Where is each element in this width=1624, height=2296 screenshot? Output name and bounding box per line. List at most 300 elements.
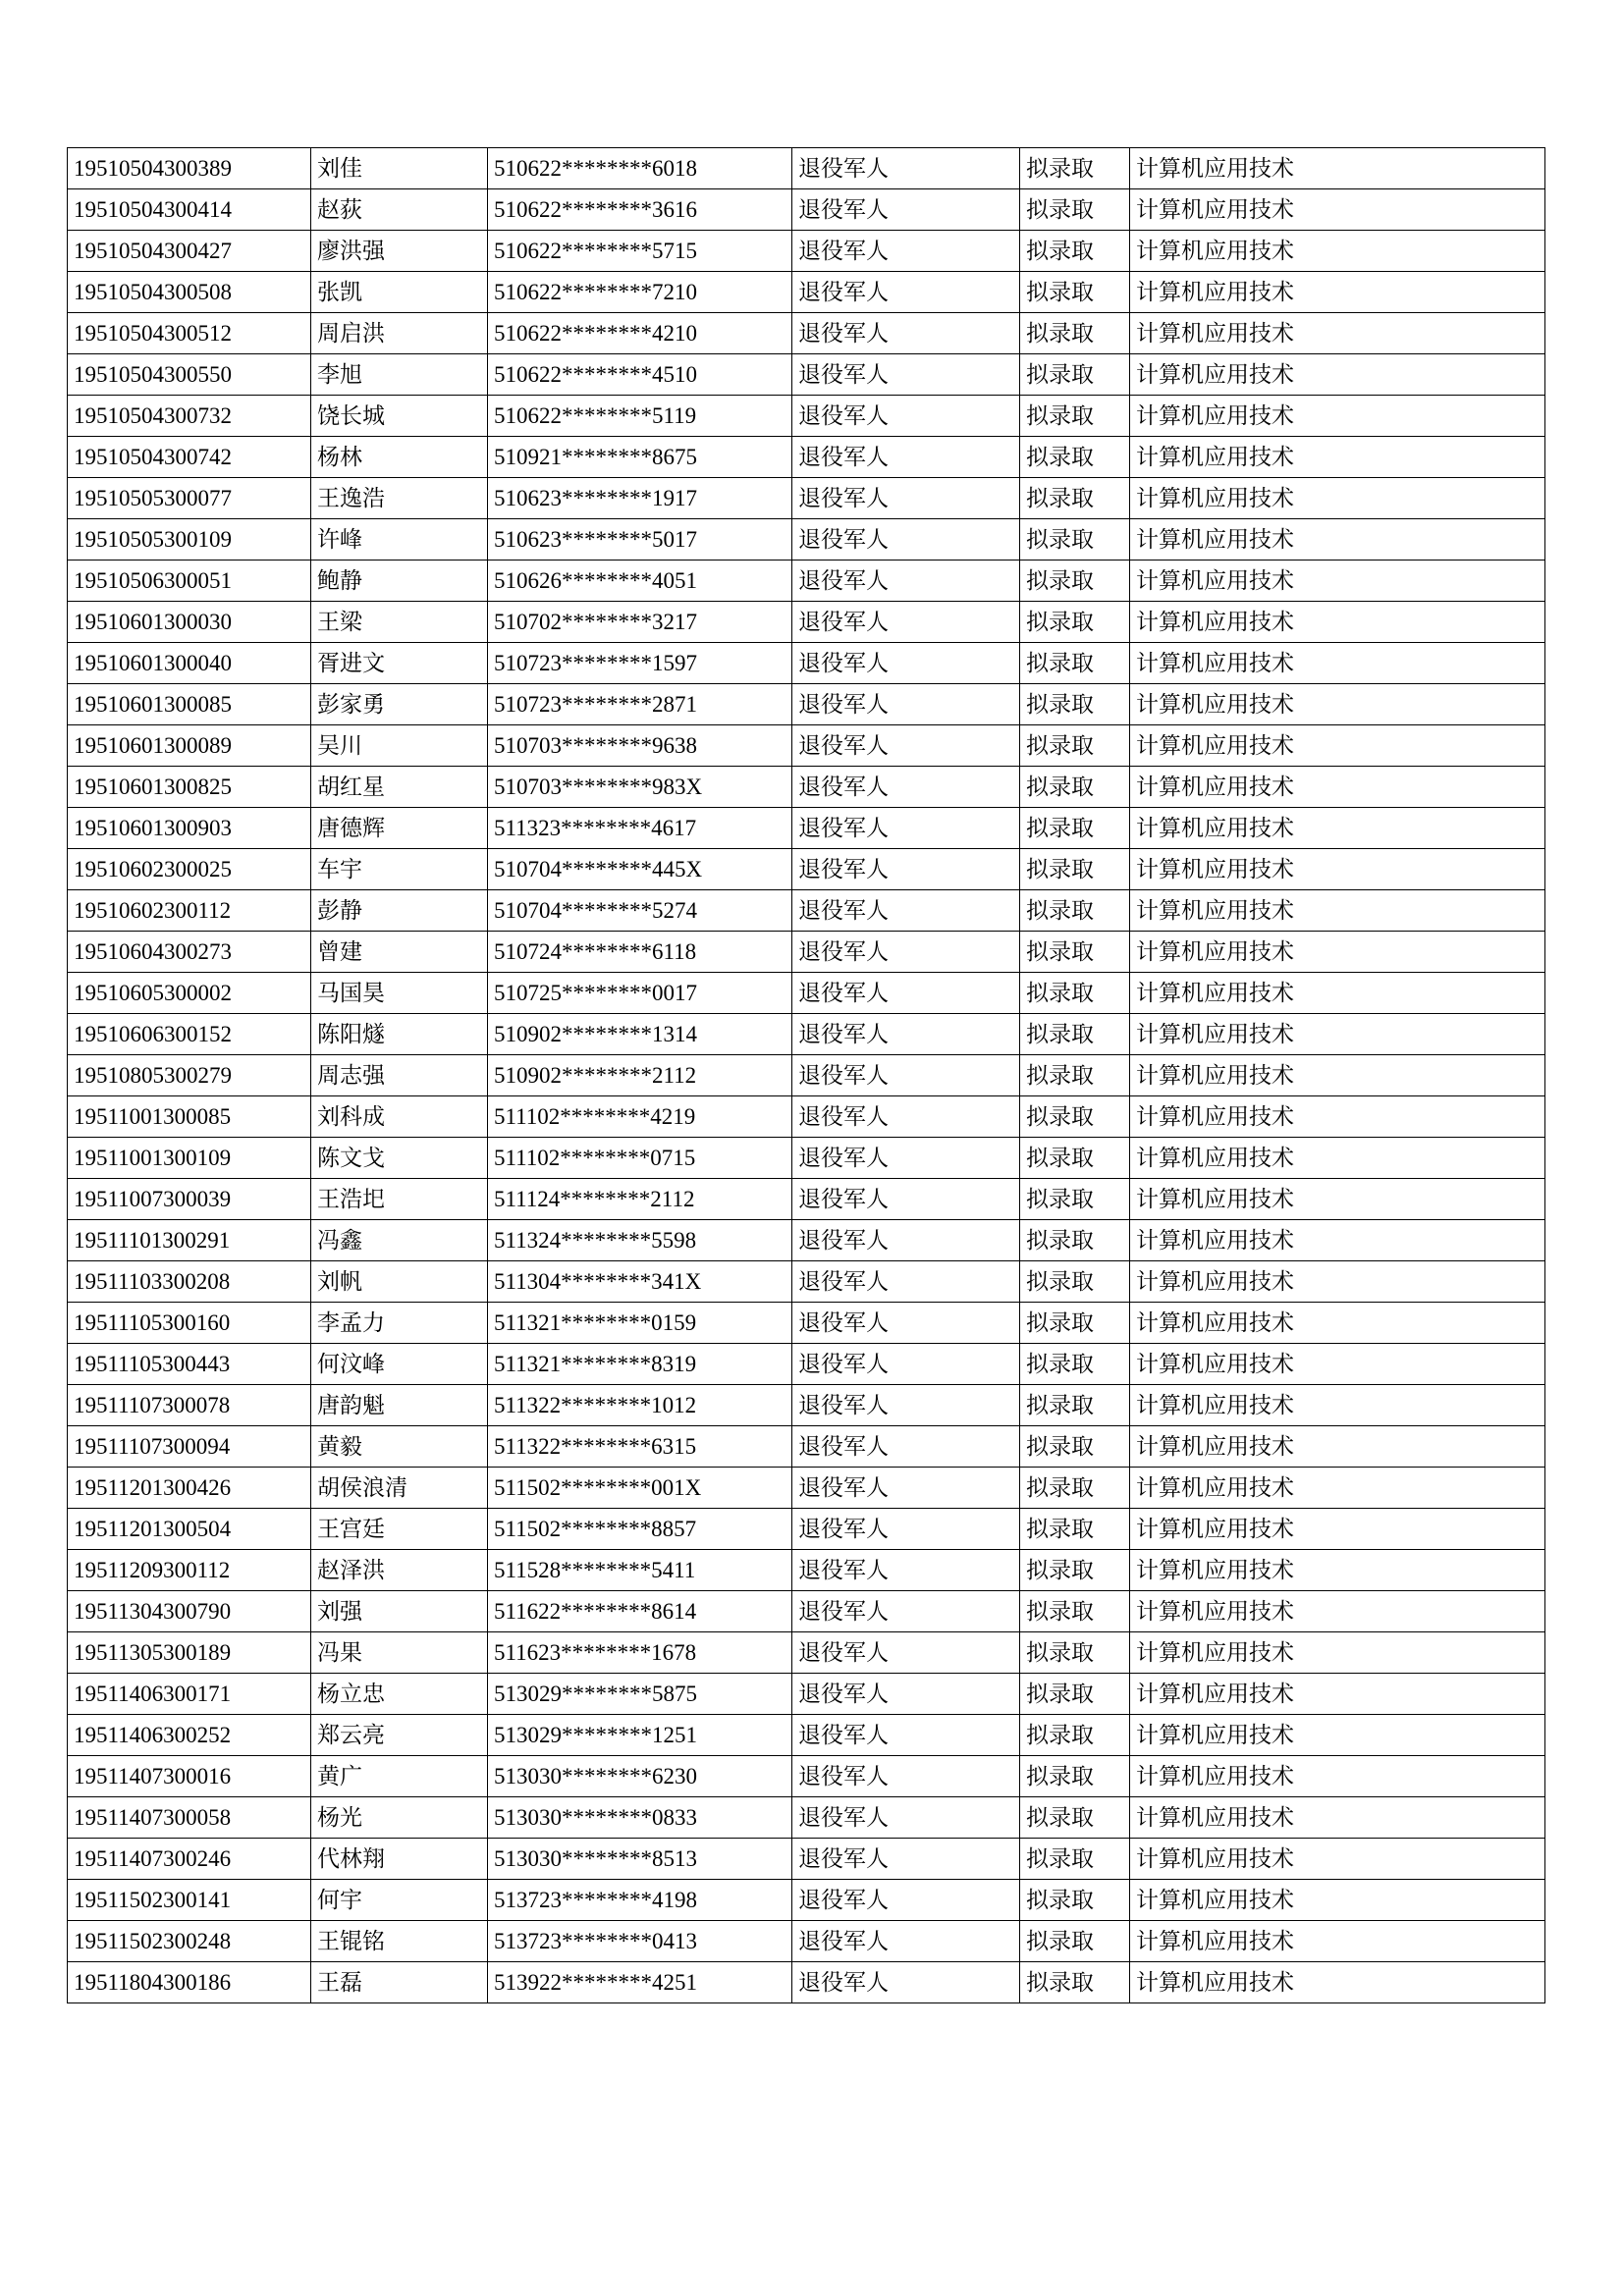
cell-name: 郑云亮	[311, 1715, 488, 1756]
table-row	[68, 1674, 1545, 1715]
cell-status: 拟录取	[1020, 1632, 1130, 1674]
cell-major: 计算机应用技术	[1130, 1880, 1545, 1921]
cell-status: 拟录取	[1020, 231, 1130, 272]
cell-id-number: 511321********8319	[488, 1344, 792, 1385]
cell-name: 刘强	[311, 1591, 488, 1632]
cell-id-number: 511322********1012	[488, 1385, 792, 1426]
cell-name: 鲍静	[311, 561, 488, 602]
table-row	[68, 849, 1545, 890]
cell-major: 计算机应用技术	[1130, 148, 1545, 189]
cell-id-number: 513030********8513	[488, 1839, 792, 1880]
cell-major: 计算机应用技术	[1130, 684, 1545, 725]
table-row	[68, 1921, 1545, 1962]
cell-id-number: 511124********2112	[488, 1179, 792, 1220]
cell-exam-id: 19510601300903	[68, 808, 311, 849]
cell-id-number: 511502********001X	[488, 1468, 792, 1509]
cell-exam-id: 19510601300030	[68, 602, 311, 643]
cell-major: 计算机应用技术	[1130, 1921, 1545, 1962]
cell-id-number: 513030********0833	[488, 1797, 792, 1839]
cell-exam-id: 19511105300160	[68, 1303, 311, 1344]
cell-exam-id: 19511407300058	[68, 1797, 311, 1839]
cell-exam-id: 19511107300078	[68, 1385, 311, 1426]
cell-id-number: 511502********8857	[488, 1509, 792, 1550]
table-row	[68, 148, 1545, 189]
cell-id-number: 510704********5274	[488, 890, 792, 932]
table-row	[68, 1344, 1545, 1385]
cell-status: 拟录取	[1020, 1138, 1130, 1179]
cell-exam-id: 19510602300112	[68, 890, 311, 932]
cell-category: 退役军人	[792, 148, 1020, 189]
cell-exam-id: 19511105300443	[68, 1344, 311, 1385]
cell-major: 计算机应用技术	[1130, 1509, 1545, 1550]
cell-exam-id: 19510605300002	[68, 973, 311, 1014]
cell-id-number: 510702********3217	[488, 602, 792, 643]
cell-category: 退役军人	[792, 1426, 1020, 1468]
cell-status: 拟录取	[1020, 1591, 1130, 1632]
cell-category: 退役军人	[792, 973, 1020, 1014]
cell-status: 拟录取	[1020, 1344, 1130, 1385]
cell-category: 退役军人	[792, 313, 1020, 354]
cell-exam-id: 19510504300550	[68, 354, 311, 396]
cell-name: 马国昊	[311, 973, 488, 1014]
cell-status: 拟录取	[1020, 1921, 1130, 1962]
table-row	[68, 1715, 1545, 1756]
cell-status: 拟录取	[1020, 478, 1130, 519]
cell-name: 胡侯浪清	[311, 1468, 488, 1509]
cell-major: 计算机应用技术	[1130, 890, 1545, 932]
cell-category: 退役军人	[792, 354, 1020, 396]
cell-major: 计算机应用技术	[1130, 1426, 1545, 1468]
cell-major: 计算机应用技术	[1130, 189, 1545, 231]
cell-status: 拟录取	[1020, 1797, 1130, 1839]
cell-major: 计算机应用技术	[1130, 1055, 1545, 1096]
cell-major: 计算机应用技术	[1130, 1468, 1545, 1509]
cell-major: 计算机应用技术	[1130, 354, 1545, 396]
cell-id-number: 511102********0715	[488, 1138, 792, 1179]
cell-exam-id: 19510601300085	[68, 684, 311, 725]
cell-major: 计算机应用技术	[1130, 1179, 1545, 1220]
cell-category: 退役军人	[792, 1880, 1020, 1921]
cell-id-number: 513029********5875	[488, 1674, 792, 1715]
table-row	[68, 1220, 1545, 1261]
table-row	[68, 272, 1545, 313]
cell-id-number: 511324********5598	[488, 1220, 792, 1261]
table-row	[68, 231, 1545, 272]
cell-major: 计算机应用技术	[1130, 849, 1545, 890]
cell-id-number: 511304********341X	[488, 1261, 792, 1303]
cell-id-number: 510725********0017	[488, 973, 792, 1014]
cell-category: 退役军人	[792, 1468, 1020, 1509]
cell-category: 退役军人	[792, 1344, 1020, 1385]
cell-id-number: 510902********2112	[488, 1055, 792, 1096]
cell-major: 计算机应用技术	[1130, 519, 1545, 561]
cell-major: 计算机应用技术	[1130, 808, 1545, 849]
table-row	[68, 1509, 1545, 1550]
cell-major: 计算机应用技术	[1130, 1674, 1545, 1715]
table-row	[68, 1797, 1545, 1839]
cell-name: 车宇	[311, 849, 488, 890]
cell-category: 退役军人	[792, 1138, 1020, 1179]
cell-name: 刘帆	[311, 1261, 488, 1303]
cell-exam-id: 19511304300790	[68, 1591, 311, 1632]
cell-id-number: 511528********5411	[488, 1550, 792, 1591]
cell-category: 退役军人	[792, 1591, 1020, 1632]
cell-id-number: 510626********4051	[488, 561, 792, 602]
cell-status: 拟录取	[1020, 849, 1130, 890]
cell-status: 拟录取	[1020, 313, 1130, 354]
cell-category: 退役军人	[792, 519, 1020, 561]
cell-exam-id: 19510504300508	[68, 272, 311, 313]
cell-major: 计算机应用技术	[1130, 1014, 1545, 1055]
cell-exam-id: 19511305300189	[68, 1632, 311, 1674]
cell-id-number: 511322********6315	[488, 1426, 792, 1468]
admission-roster-table	[67, 147, 1545, 2003]
cell-status: 拟录取	[1020, 1509, 1130, 1550]
cell-status: 拟录取	[1020, 148, 1130, 189]
cell-category: 退役军人	[792, 1674, 1020, 1715]
cell-id-number: 511623********1678	[488, 1632, 792, 1674]
table-row	[68, 1426, 1545, 1468]
cell-exam-id: 19511007300039	[68, 1179, 311, 1220]
cell-status: 拟录取	[1020, 1014, 1130, 1055]
cell-name: 吴川	[311, 725, 488, 767]
cell-category: 退役军人	[792, 767, 1020, 808]
cell-name: 唐韵魁	[311, 1385, 488, 1426]
cell-name: 张凯	[311, 272, 488, 313]
cell-category: 退役军人	[792, 1055, 1020, 1096]
table-row	[68, 684, 1545, 725]
cell-category: 退役军人	[792, 643, 1020, 684]
table-row	[68, 1468, 1545, 1509]
cell-status: 拟录取	[1020, 1468, 1130, 1509]
cell-major: 计算机应用技术	[1130, 437, 1545, 478]
cell-name: 黄毅	[311, 1426, 488, 1468]
table-row	[68, 1014, 1545, 1055]
table-row	[68, 932, 1545, 973]
cell-major: 计算机应用技术	[1130, 1385, 1545, 1426]
table-row	[68, 1261, 1545, 1303]
cell-exam-id: 19510805300279	[68, 1055, 311, 1096]
table-row	[68, 767, 1545, 808]
cell-exam-id: 19511502300141	[68, 1880, 311, 1921]
cell-id-number: 513029********1251	[488, 1715, 792, 1756]
cell-exam-id: 19510601300089	[68, 725, 311, 767]
cell-exam-id: 19511209300112	[68, 1550, 311, 1591]
cell-status: 拟录取	[1020, 684, 1130, 725]
cell-name: 许峰	[311, 519, 488, 561]
cell-exam-id: 19510505300077	[68, 478, 311, 519]
table-row	[68, 1096, 1545, 1138]
cell-id-number: 510622********4210	[488, 313, 792, 354]
cell-id-number: 510724********6118	[488, 932, 792, 973]
cell-exam-id: 19510506300051	[68, 561, 311, 602]
cell-exam-id: 19510504300389	[68, 148, 311, 189]
table-row	[68, 1179, 1545, 1220]
cell-status: 拟录取	[1020, 1261, 1130, 1303]
cell-name: 何汶峰	[311, 1344, 488, 1385]
cell-exam-id: 19510504300427	[68, 231, 311, 272]
table-row	[68, 189, 1545, 231]
cell-id-number: 510622********5715	[488, 231, 792, 272]
cell-major: 计算机应用技术	[1130, 272, 1545, 313]
cell-id-number: 510623********5017	[488, 519, 792, 561]
cell-status: 拟录取	[1020, 932, 1130, 973]
cell-category: 退役军人	[792, 396, 1020, 437]
cell-category: 退役军人	[792, 684, 1020, 725]
table-row	[68, 437, 1545, 478]
cell-exam-id: 19511804300186	[68, 1962, 311, 2003]
cell-category: 退役军人	[792, 1962, 1020, 2003]
cell-status: 拟录取	[1020, 519, 1130, 561]
cell-exam-id: 19510604300273	[68, 932, 311, 973]
table-row	[68, 1550, 1545, 1591]
cell-major: 计算机应用技术	[1130, 1962, 1545, 2003]
cell-exam-id: 19511502300248	[68, 1921, 311, 1962]
cell-category: 退役军人	[792, 231, 1020, 272]
cell-exam-id: 19511101300291	[68, 1220, 311, 1261]
cell-major: 计算机应用技术	[1130, 973, 1545, 1014]
cell-category: 退役军人	[792, 1756, 1020, 1797]
cell-status: 拟录取	[1020, 272, 1130, 313]
cell-id-number: 510622********3616	[488, 189, 792, 231]
cell-category: 退役军人	[792, 189, 1020, 231]
cell-category: 退役军人	[792, 1385, 1020, 1426]
cell-id-number: 510704********445X	[488, 849, 792, 890]
cell-name: 周志强	[311, 1055, 488, 1096]
cell-category: 退役军人	[792, 1921, 1020, 1962]
cell-category: 退役军人	[792, 849, 1020, 890]
cell-name: 饶长城	[311, 396, 488, 437]
cell-category: 退役军人	[792, 478, 1020, 519]
cell-category: 退役军人	[792, 1096, 1020, 1138]
cell-major: 计算机应用技术	[1130, 1715, 1545, 1756]
cell-status: 拟录取	[1020, 1385, 1130, 1426]
cell-exam-id: 19510504300512	[68, 313, 311, 354]
cell-name: 王磊	[311, 1962, 488, 2003]
cell-category: 退役军人	[792, 808, 1020, 849]
cell-major: 计算机应用技术	[1130, 767, 1545, 808]
cell-exam-id: 19511407300016	[68, 1756, 311, 1797]
cell-exam-id: 19511406300171	[68, 1674, 311, 1715]
cell-exam-id: 19510504300732	[68, 396, 311, 437]
cell-name: 刘科成	[311, 1096, 488, 1138]
table-row	[68, 1591, 1545, 1632]
cell-id-number: 510723********1597	[488, 643, 792, 684]
cell-category: 退役军人	[792, 1550, 1020, 1591]
table-row	[68, 313, 1545, 354]
cell-status: 拟录取	[1020, 1880, 1130, 1921]
cell-category: 退役军人	[792, 1220, 1020, 1261]
table-row	[68, 1756, 1545, 1797]
cell-exam-id: 19511001300109	[68, 1138, 311, 1179]
cell-category: 退役军人	[792, 1839, 1020, 1880]
cell-name: 杨林	[311, 437, 488, 478]
cell-id-number: 510622********5119	[488, 396, 792, 437]
cell-id-number: 510921********8675	[488, 437, 792, 478]
cell-category: 退役军人	[792, 1303, 1020, 1344]
cell-major: 计算机应用技术	[1130, 1550, 1545, 1591]
cell-id-number: 513723********0413	[488, 1921, 792, 1962]
cell-exam-id: 19511201300426	[68, 1468, 311, 1509]
cell-exam-id: 19510504300742	[68, 437, 311, 478]
table-row	[68, 561, 1545, 602]
cell-id-number: 513922********4251	[488, 1962, 792, 2003]
table-row	[68, 1839, 1545, 1880]
cell-major: 计算机应用技术	[1130, 1632, 1545, 1674]
cell-id-number: 510703********983X	[488, 767, 792, 808]
cell-name: 赵荻	[311, 189, 488, 231]
cell-name: 王浩圯	[311, 1179, 488, 1220]
cell-category: 退役军人	[792, 1261, 1020, 1303]
cell-major: 计算机应用技术	[1130, 932, 1545, 973]
cell-status: 拟录取	[1020, 1426, 1130, 1468]
cell-status: 拟录取	[1020, 1303, 1130, 1344]
cell-major: 计算机应用技术	[1130, 725, 1545, 767]
cell-exam-id: 19511001300085	[68, 1096, 311, 1138]
cell-category: 退役军人	[792, 602, 1020, 643]
cell-category: 退役军人	[792, 1797, 1020, 1839]
cell-major: 计算机应用技术	[1130, 478, 1545, 519]
cell-status: 拟录取	[1020, 561, 1130, 602]
cell-status: 拟录取	[1020, 1179, 1130, 1220]
cell-major: 计算机应用技术	[1130, 1261, 1545, 1303]
cell-major: 计算机应用技术	[1130, 1797, 1545, 1839]
cell-major: 计算机应用技术	[1130, 1756, 1545, 1797]
cell-id-number: 510723********2871	[488, 684, 792, 725]
cell-status: 拟录取	[1020, 1756, 1130, 1797]
cell-category: 退役军人	[792, 1632, 1020, 1674]
table-row	[68, 725, 1545, 767]
cell-status: 拟录取	[1020, 1674, 1130, 1715]
cell-status: 拟录取	[1020, 1220, 1130, 1261]
cell-major: 计算机应用技术	[1130, 1591, 1545, 1632]
cell-name: 杨立忠	[311, 1674, 488, 1715]
table-row	[68, 354, 1545, 396]
cell-exam-id: 19511406300252	[68, 1715, 311, 1756]
cell-id-number: 511102********4219	[488, 1096, 792, 1138]
cell-major: 计算机应用技术	[1130, 643, 1545, 684]
table-row	[68, 643, 1545, 684]
cell-name: 冯果	[311, 1632, 488, 1674]
table-row	[68, 808, 1545, 849]
cell-category: 退役军人	[792, 932, 1020, 973]
cell-status: 拟录取	[1020, 973, 1130, 1014]
cell-name: 彭家勇	[311, 684, 488, 725]
cell-major: 计算机应用技术	[1130, 1096, 1545, 1138]
cell-name: 王锟铭	[311, 1921, 488, 1962]
cell-major: 计算机应用技术	[1130, 602, 1545, 643]
cell-status: 拟录取	[1020, 808, 1130, 849]
cell-major: 计算机应用技术	[1130, 1138, 1545, 1179]
cell-category: 退役军人	[792, 725, 1020, 767]
cell-exam-id: 19510602300025	[68, 849, 311, 890]
cell-name: 李旭	[311, 354, 488, 396]
cell-major: 计算机应用技术	[1130, 313, 1545, 354]
cell-name: 胥进文	[311, 643, 488, 684]
cell-name: 唐德辉	[311, 808, 488, 849]
table-row	[68, 602, 1545, 643]
table-row	[68, 1138, 1545, 1179]
cell-name: 胡红星	[311, 767, 488, 808]
cell-name: 李孟力	[311, 1303, 488, 1344]
cell-id-number: 511323********4617	[488, 808, 792, 849]
table-row	[68, 478, 1545, 519]
cell-exam-id: 19510606300152	[68, 1014, 311, 1055]
cell-major: 计算机应用技术	[1130, 1303, 1545, 1344]
cell-category: 退役军人	[792, 272, 1020, 313]
cell-name: 代林翔	[311, 1839, 488, 1880]
cell-exam-id: 19511201300504	[68, 1509, 311, 1550]
cell-exam-id: 19511103300208	[68, 1261, 311, 1303]
cell-status: 拟录取	[1020, 1839, 1130, 1880]
cell-id-number: 510623********1917	[488, 478, 792, 519]
cell-category: 退役军人	[792, 1014, 1020, 1055]
table-row	[68, 890, 1545, 932]
cell-status: 拟录取	[1020, 396, 1130, 437]
cell-status: 拟录取	[1020, 1550, 1130, 1591]
roster-body	[68, 148, 1545, 2003]
cell-exam-id: 19511407300246	[68, 1839, 311, 1880]
cell-status: 拟录取	[1020, 1055, 1130, 1096]
table-row	[68, 1055, 1545, 1096]
cell-name: 刘佳	[311, 148, 488, 189]
cell-status: 拟录取	[1020, 1715, 1130, 1756]
cell-major: 计算机应用技术	[1130, 561, 1545, 602]
cell-id-number: 511321********0159	[488, 1303, 792, 1344]
cell-id-number: 510622********4510	[488, 354, 792, 396]
cell-id-number: 510622********7210	[488, 272, 792, 313]
cell-category: 退役军人	[792, 561, 1020, 602]
cell-name: 曾建	[311, 932, 488, 973]
cell-id-number: 513030********6230	[488, 1756, 792, 1797]
cell-name: 廖洪强	[311, 231, 488, 272]
table-row	[68, 396, 1545, 437]
cell-exam-id: 19510601300825	[68, 767, 311, 808]
table-row	[68, 1880, 1545, 1921]
table-row	[68, 1962, 1545, 2003]
cell-id-number: 510622********6018	[488, 148, 792, 189]
cell-name: 周启洪	[311, 313, 488, 354]
cell-name: 冯鑫	[311, 1220, 488, 1261]
table-row	[68, 973, 1545, 1014]
cell-status: 拟录取	[1020, 602, 1130, 643]
cell-category: 退役军人	[792, 890, 1020, 932]
cell-name: 王梁	[311, 602, 488, 643]
cell-exam-id: 19510601300040	[68, 643, 311, 684]
cell-status: 拟录取	[1020, 354, 1130, 396]
cell-status: 拟录取	[1020, 437, 1130, 478]
table-row	[68, 1303, 1545, 1344]
cell-status: 拟录取	[1020, 1096, 1130, 1138]
cell-id-number: 510703********9638	[488, 725, 792, 767]
cell-name: 陈文戈	[311, 1138, 488, 1179]
cell-status: 拟录取	[1020, 725, 1130, 767]
cell-id-number: 513723********4198	[488, 1880, 792, 1921]
cell-name: 彭静	[311, 890, 488, 932]
cell-status: 拟录取	[1020, 643, 1130, 684]
cell-name: 杨光	[311, 1797, 488, 1839]
cell-id-number: 510902********1314	[488, 1014, 792, 1055]
cell-major: 计算机应用技术	[1130, 1220, 1545, 1261]
cell-major: 计算机应用技术	[1130, 231, 1545, 272]
cell-name: 王宫廷	[311, 1509, 488, 1550]
cell-id-number: 511622********8614	[488, 1591, 792, 1632]
table-row	[68, 1632, 1545, 1674]
cell-status: 拟录取	[1020, 189, 1130, 231]
cell-name: 陈阳燧	[311, 1014, 488, 1055]
cell-major: 计算机应用技术	[1130, 396, 1545, 437]
cell-name: 赵泽洪	[311, 1550, 488, 1591]
